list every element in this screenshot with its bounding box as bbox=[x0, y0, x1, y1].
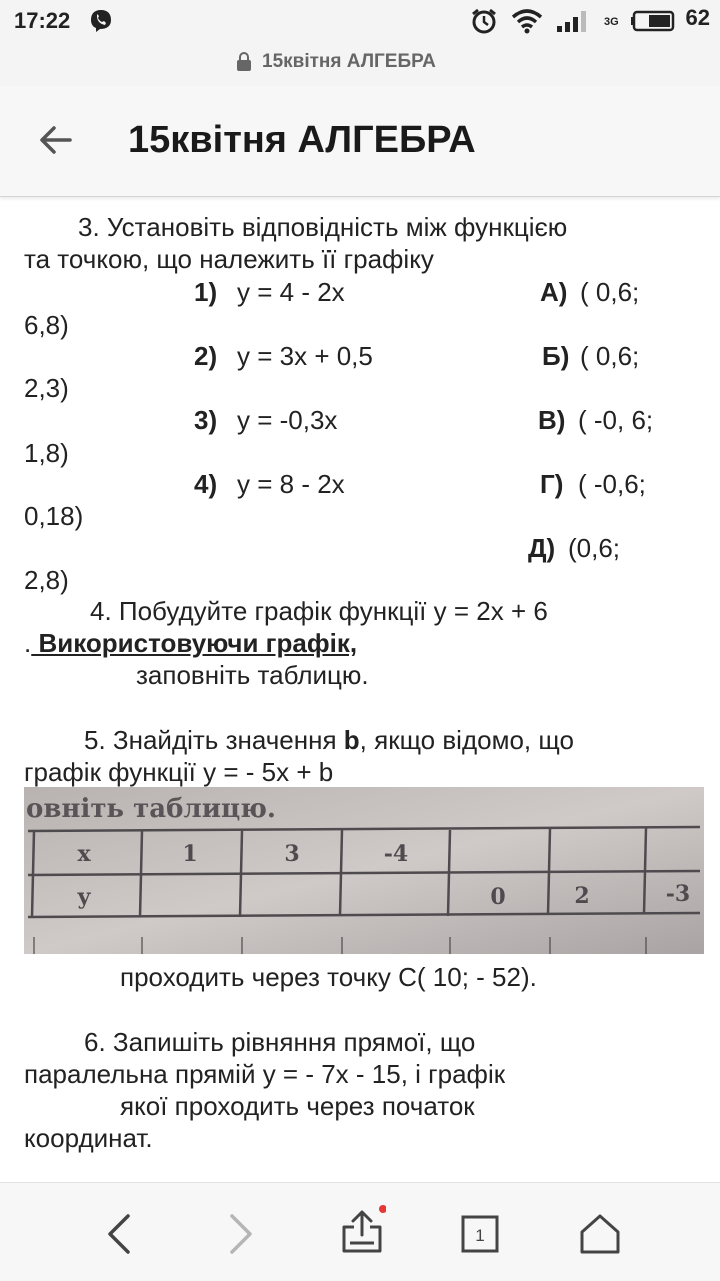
battery-icon bbox=[631, 10, 675, 32]
task6-line4: координат. bbox=[24, 1123, 153, 1153]
tabs-icon[interactable] bbox=[458, 1212, 502, 1256]
task3-row4-func: y = 8 - 2x bbox=[237, 469, 345, 499]
task3-line1: 3. Установіть відповідність між функцією bbox=[78, 212, 568, 242]
share-icon[interactable] bbox=[338, 1205, 386, 1255]
task3-row1-letter: А) bbox=[540, 277, 568, 307]
task3-row2-point: ( 0,6; bbox=[580, 341, 640, 371]
task3-row5-letter: Д) bbox=[528, 533, 556, 563]
task3-row2-num: 2) bbox=[194, 341, 218, 371]
task3-row1-num: 1) bbox=[194, 277, 218, 307]
task6-line2: паралельна прямій у = - 7х - 15, і графік bbox=[24, 1059, 506, 1089]
task3-row1-func: y = 4 - 2x bbox=[237, 277, 345, 307]
network-type: 3G bbox=[604, 16, 619, 28]
back-icon[interactable] bbox=[98, 1212, 142, 1256]
task3-row5-point: (0,6; bbox=[568, 533, 621, 563]
photo-cell: 0 bbox=[490, 884, 506, 910]
task3-row4-point: ( -0,6; bbox=[578, 469, 646, 499]
photo-cell: -4 bbox=[383, 841, 409, 867]
task3-row2-point-tail: 2,3) bbox=[24, 373, 69, 403]
url-text[interactable]: 15квітня АЛГЕБРА bbox=[262, 51, 436, 72]
photo-cell: y bbox=[77, 884, 91, 910]
photo-cell: 2 bbox=[574, 883, 590, 909]
task3-row1-point: ( 0,6; bbox=[580, 277, 640, 307]
task3-row3-func: y = -0,3x bbox=[237, 405, 338, 435]
task3-row4-point-tail: 0,18) bbox=[24, 501, 84, 531]
tabs-count: 1 bbox=[475, 1226, 485, 1245]
photo-cell: -3 bbox=[665, 881, 691, 907]
task4-line3: заповніть таблицю. bbox=[136, 660, 369, 690]
task4-line1: 4. Побудуйте графік функції у = 2х + 6 bbox=[90, 596, 548, 626]
forward-icon[interactable] bbox=[218, 1212, 262, 1256]
task3-row3-num: 3) bbox=[194, 405, 218, 435]
status-time: 17:22 bbox=[14, 8, 71, 33]
task3-row3-point-tail: 1,8) bbox=[24, 438, 69, 468]
task5-line3: проходить через точку С( 10; - 52). bbox=[120, 962, 537, 992]
photo-caption: овніть таблицю. bbox=[26, 794, 276, 824]
task3-row2-letter: Б) bbox=[542, 341, 570, 371]
task5-b-variable: b bbox=[343, 725, 360, 755]
viber-icon bbox=[88, 8, 114, 34]
task6-line1: 6. Запишіть рівняння прямої, що bbox=[84, 1027, 476, 1057]
task3-row3-point: ( -0, 6; bbox=[578, 405, 654, 435]
table-photo bbox=[24, 787, 704, 954]
task5-line1-a: 5. Знайдіть значення bbox=[84, 725, 344, 755]
task5-line1-c: , якщо відомо, що bbox=[359, 725, 574, 755]
task4-bold-phrase: Використовуючи графік, bbox=[31, 628, 358, 658]
task3-row1-point-tail: 6,8) bbox=[24, 310, 69, 340]
document-body bbox=[0, 200, 720, 1182]
lock-icon bbox=[236, 52, 252, 72]
photo-cell: x bbox=[77, 841, 91, 867]
photo-cell: 1 bbox=[182, 841, 198, 867]
task5-line1 bbox=[84, 724, 574, 756]
task3-row4-letter: Г) bbox=[540, 469, 564, 499]
battery-level: 62 bbox=[685, 5, 710, 30]
task4-dot: . bbox=[24, 628, 32, 658]
wifi-icon bbox=[511, 8, 543, 34]
home-icon[interactable] bbox=[578, 1212, 622, 1256]
signal-icon bbox=[556, 10, 590, 32]
task5-line2: графік функції у = - 5х + b bbox=[24, 757, 334, 787]
page-title: 15квітня АЛГЕБРА bbox=[128, 119, 476, 161]
back-arrow-icon[interactable] bbox=[36, 120, 76, 160]
task3-row4-num: 4) bbox=[194, 469, 218, 499]
alarm-icon bbox=[470, 7, 498, 35]
photo-cell: 3 bbox=[284, 841, 300, 867]
task3-line2: та точкою, що належить її графіку bbox=[24, 244, 434, 274]
task3-row2-func: y = 3x + 0,5 bbox=[237, 341, 373, 371]
task6-line3: якої проходить через початок bbox=[120, 1091, 475, 1121]
task3-row3-letter: В) bbox=[538, 405, 566, 435]
task3-row5-point-tail: 2,8) bbox=[24, 565, 69, 595]
task4-line2 bbox=[24, 627, 357, 659]
